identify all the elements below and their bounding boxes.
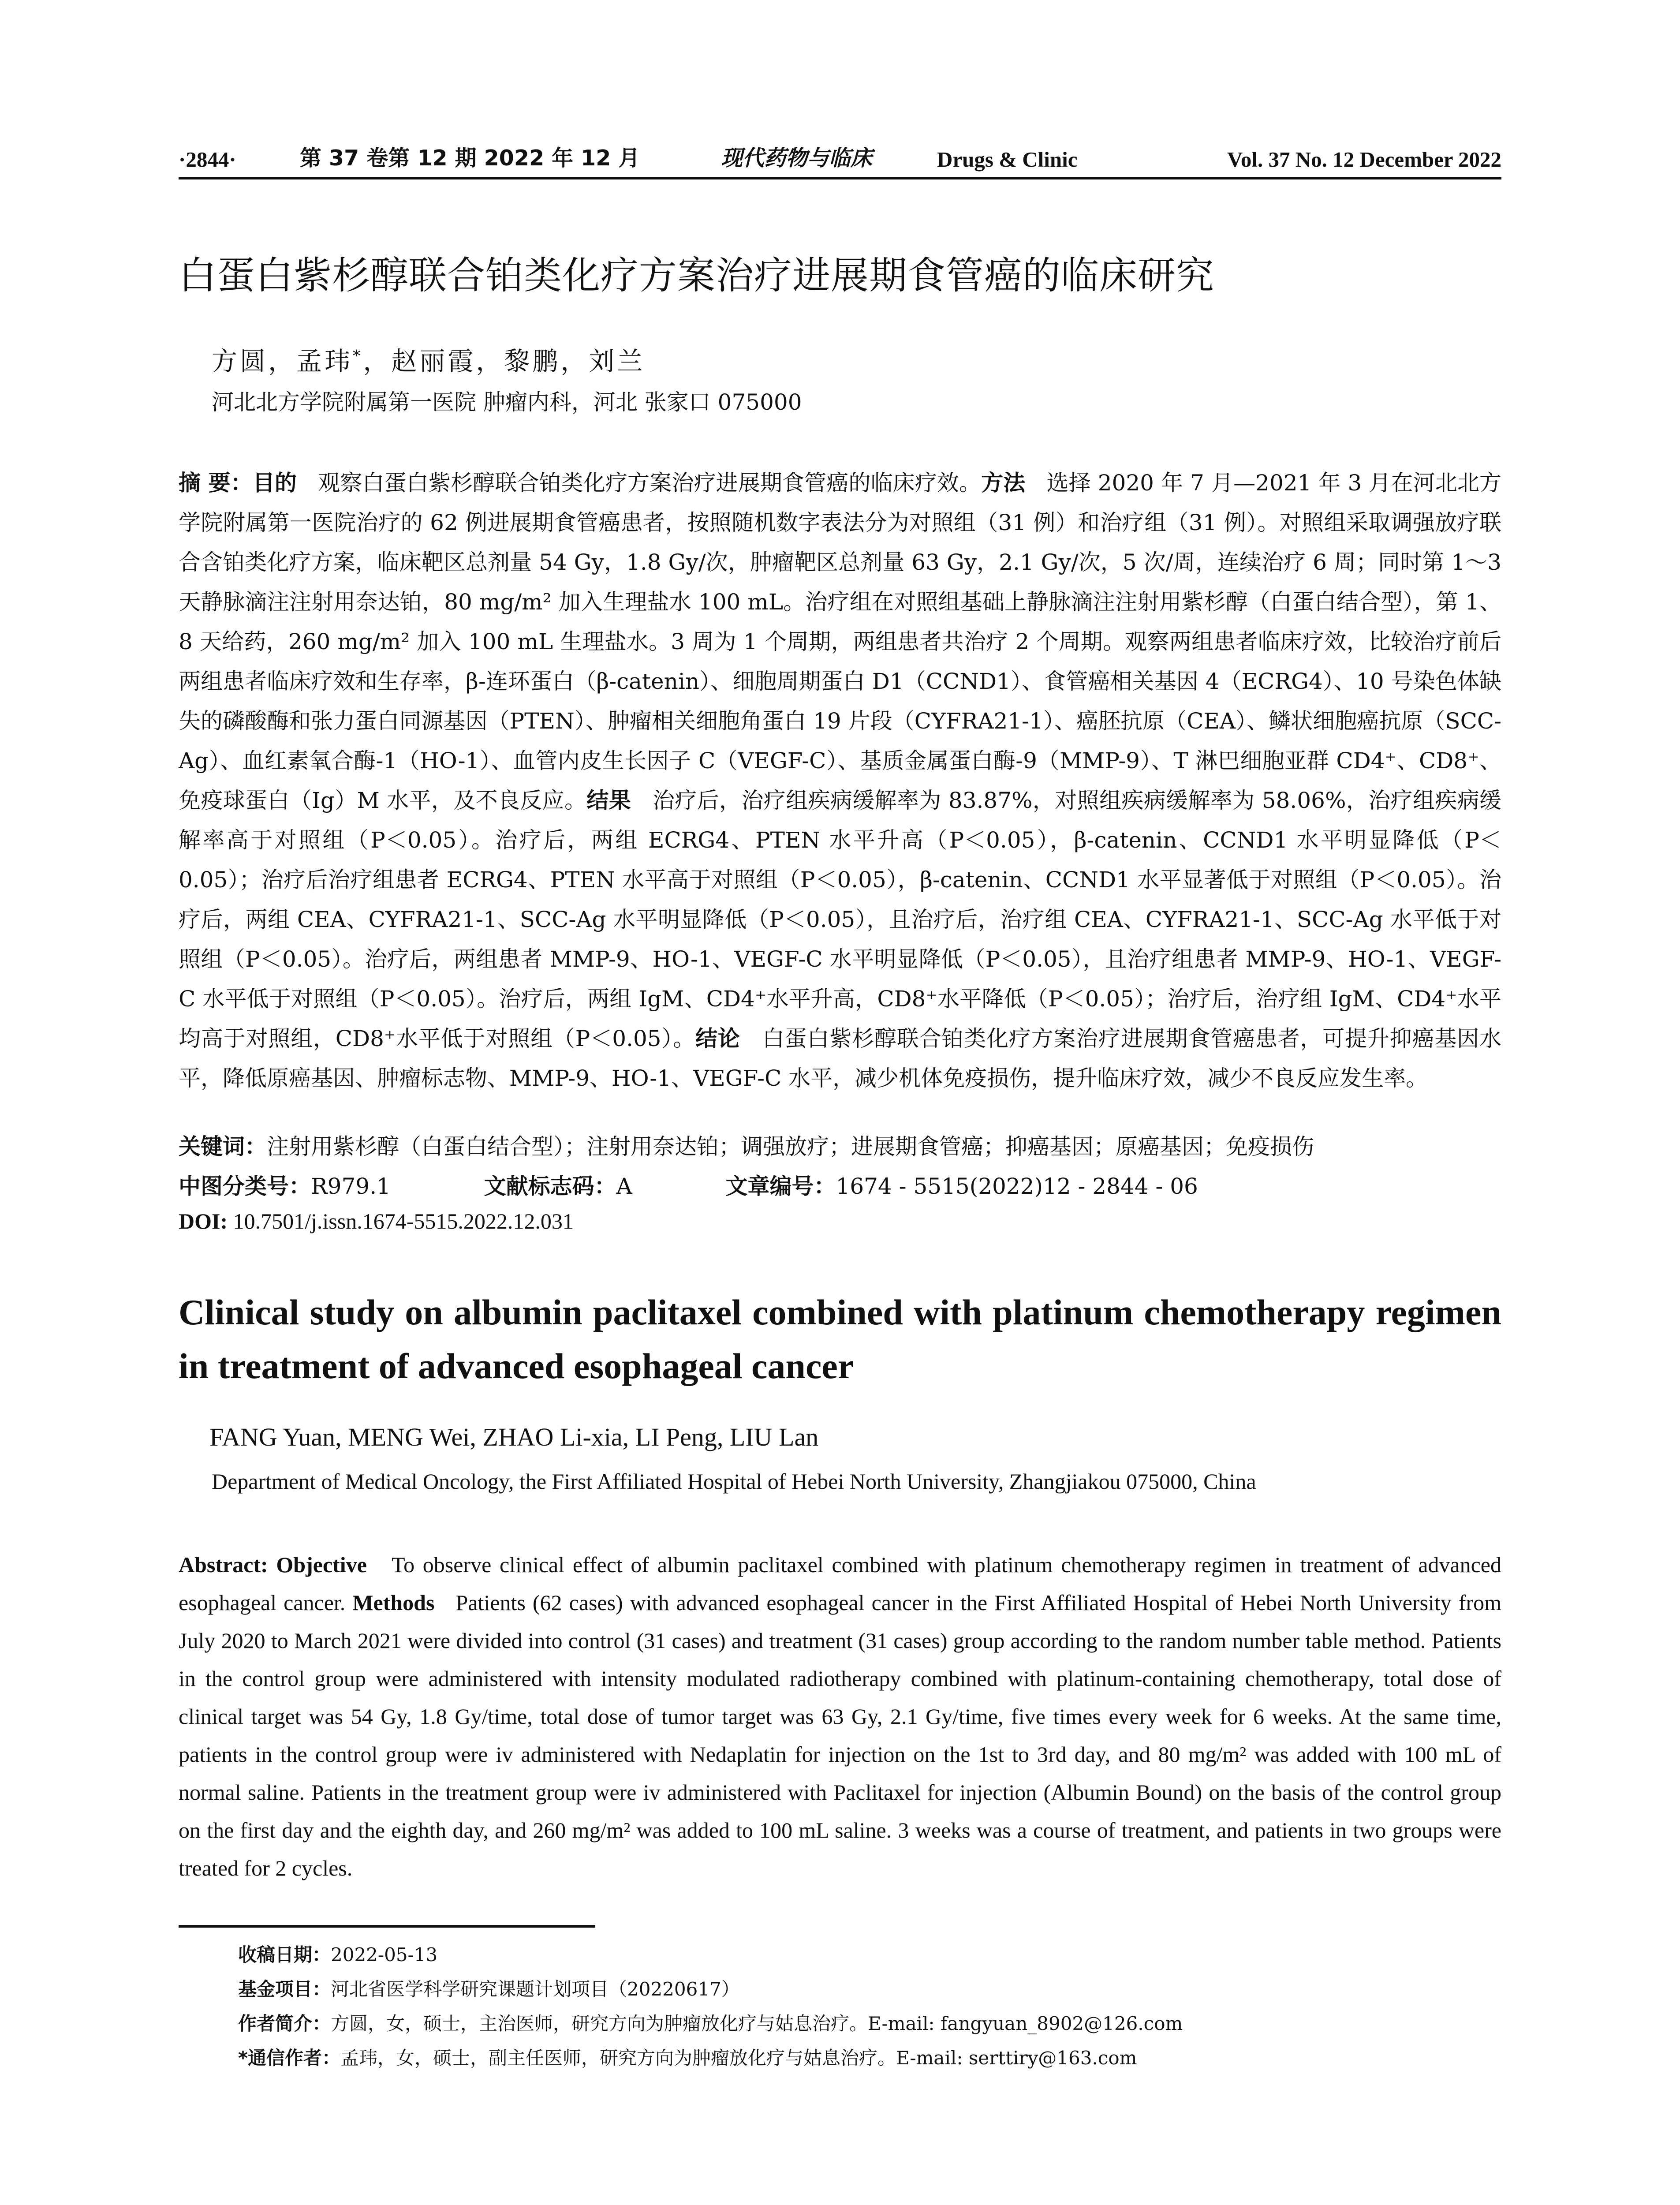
journal-name-en: Drugs & Clinic <box>937 147 1078 172</box>
issue-cn: 第 37 卷第 12 期 2022 年 12 月 <box>300 146 640 171</box>
journal-name-cn: 现代药物与临床 <box>721 146 873 171</box>
article-no-label: 文章编号： <box>725 1174 836 1199</box>
affiliation-cn: 河北北方学院附属第一医院 肿瘤内科，河北 张家口 075000 <box>212 389 802 415</box>
conclusion-label-cn: 结论 <box>695 1026 740 1051</box>
footnote-label: 基金项目： <box>238 1978 331 2000</box>
keywords-cn <box>179 1129 1314 1161</box>
footnote-label: *通信作者： <box>238 2047 340 2069</box>
abstract-en-label: Abstract: Objective <box>179 1552 367 1577</box>
methods-text-cn: 选择 2020 年 7 月—2021 年 3 月在河北北方学院附属第一医院治疗的 62 例进展期食管癌患者，按照随机数字表法分为对照组（31 例）和治疗组（31 例）。对照组采取调强放疗联合含铂类化疗方案，临床靶区总剂量 54 Gy，1.8 Gy/次，肿瘤靶区总剂量 63 Gy，2.1 Gy/次，5 次/周，连续治疗 6 周；同时第 1～3 天静脉滴注注射用奈达铂，80 mg/m² 加入生理盐水 100 mL。治疗组在对照组基础上静脉滴注注射用紫杉醇（白蛋白结合型），第 1、8 天给药，260 mg/m² 加入 100 mL 生理盐水。3 周为 1 个周期，两组患者共治疗 2 个周期。观察两组患者临床疗效，比较治疗前后两组患者临床疗效和生存率，β-连环蛋白（β-catenin）、细胞周期蛋白 D1（CCND1）、食管癌相关基因 4（ECRG4）、10 号染色体缺失的磷酸酶和张力蛋白同源基因（PTEN）、肿瘤相关细胞角蛋白 19 片段（CYFRA21-1）、癌胚抗原（CEA）、鳞状细胞癌抗原（SCC-Ag）、血红素氧合酶-1（HO-1）、血管内皮生长因子 C（VEGF-C）、基质金属蛋白酶-9（MMP-9）、T 淋巴细胞亚群 CD4⁺、CD8⁺、免疫球蛋白（Ig）M 水平，及不良反应。 <box>179 470 1502 813</box>
objective-text-en: To observe clinical effect of albumin paclitaxel combined with platinum chemotherapy regimen in treatment of advanced esophageal cancer. <box>179 1552 1501 1615</box>
abstract-en <box>179 1546 1501 1887</box>
doi-label: DOI: <box>179 1209 228 1233</box>
doi-value: 10.7501/j.issn.1674-5515.2022.12.031 <box>233 1209 574 1233</box>
footnote-text: 2022-05-13 <box>331 1944 438 1966</box>
footnote-funding <box>238 1975 740 2001</box>
methods-label-en: Methods <box>352 1590 435 1615</box>
footnote-text: 方圆，女，硕士，主治医师，研究方向为肿瘤放化疗与姑息治疗。E-mail: fangyuan_8902@126.com <box>331 2013 1183 2034</box>
affiliation-en: Department of Medical Oncology, the First Affiliated Hospital of Hebei North University, Zhangjiakou 075000, China <box>212 1469 1256 1494</box>
footnote-corresponding <box>238 2044 1137 2070</box>
footnote-rule <box>179 1925 595 1928</box>
keywords-text: 注射用紫杉醇（白蛋白结合型）；注射用奈达铂；调强放疗；进展期食管癌；抑癌基因；原癌基因；免疫损伤 <box>267 1134 1314 1159</box>
article-title-en: Clinical study on albumin paclitaxel combined with platinum chemotherapy regimen in treatment of advanced esophageal cancer <box>179 1292 1501 1386</box>
doi-line <box>179 1208 574 1234</box>
article-title-cn: 白蛋白紫杉醇联合铂类化疗方案治疗进展期食管癌的临床研究 <box>179 254 1214 298</box>
authors-cn <box>212 340 645 377</box>
footnote-text: 孟玮，女，硕士，副主任医师，研究方向为肿瘤放化疗与姑息治疗。E-mail: serttiry@163.com <box>340 2047 1137 2069</box>
objective-text-cn: 观察白蛋白紫杉醇联合铂类化疗方案治疗进展期食管癌的临床疗效。 <box>318 470 982 496</box>
page-number: ·2844· <box>179 147 236 172</box>
results-text-cn: 治疗后，治疗组疾病缓解率为 83.87%，对照组疾病缓解率为 58.06%，治疗组疾病缓解率高于对照组（P＜0.05）。治疗后，两组 ECRG4、PTEN 水平升高（P＜0.05），β-catenin、CCND1 水平明显降低（P＜0.05）；治疗后治疗组患者 ECRG4、PTEN 水平高于对照组（P＜0.05），β-catenin、CCND1 水平显著低于对照组（P＜0.05）。治疗后，两组 CEA、CYFRA21-1、SCC-Ag 水平明显降低（P＜0.05），且治疗后，治疗组 CEA、CYFRA21-1、SCC-Ag 水平低于对照组（P＜0.05）。治疗后，两组患者 MMP-9、HO-1、VEGF-C 水平明显降低（P＜0.05），且治疗组患者 MMP-9、HO-1、VEGF-C 水平低于对照组（P＜0.05）。治疗后，两组 IgM、CD4⁺水平升高，CD8⁺水平降低（P＜0.05）；治疗后，治疗组 IgM、CD4⁺水平均高于对照组，CD8⁺水平低于对照组（P＜0.05）。 <box>179 788 1502 1051</box>
running-header <box>179 140 1501 179</box>
article-no-value: 1674 - 5515(2022)12 - 2844 - 06 <box>836 1174 1198 1199</box>
objective-label-cn: 目的 <box>252 470 297 496</box>
doc-code-value: A <box>616 1174 632 1199</box>
conclusion-text-cn: 白蛋白紫杉醇联合铂类化疗方案治疗进展期食管癌患者，可提升抑癌基因水平，降低原癌基因、肿瘤标志物、MMP-9、HO-1、VEGF-C 水平，减少机体免疫损伤，提升临床疗效，减少不良反应发生率。 <box>179 1026 1502 1091</box>
methods-text-en: Patients (62 cases) with advanced esophageal cancer in the First Affiliated Hospital of Hebei North University from July 2020 to March 2021 were divided into control (31 cases) and treatment (31 cases) group according to the random number table method. Patients in the control group were administered with intensity modulated radiotherapy combined with platinum-containing chemotherapy, total dose of clinical target was 54 Gy, 1.8 Gy/time, total dose of tumor target was 63 Gy, 2.1 Gy/time, five times every week for 6 weeks. At the same time, patients in the control group were iv administered with Nedaplatin for injection on the 1st to 3rd day, and 80 mg/m² was added with 100 mL of normal saline. Patients in the treatment group were iv administered with Paclitaxel for injection (Albumin Bound) on the basis of the control group on the first day and the eighth day, and 260 mg/m² was added to 100 mL saline. 3 weeks was a course of treatment, and patients in two groups were treated for 2 cycles. <box>179 1590 1502 1880</box>
footnote-text: 河北省医学科学研究课题计划项目（20220617） <box>331 1978 740 2000</box>
doc-code-label: 文献标志码： <box>484 1174 616 1199</box>
abstract-cn-label: 摘 要： <box>179 470 253 496</box>
authors-en: FANG Yuan, MENG Wei, ZHAO Li-xia, LI Peng, LIU Lan <box>209 1423 819 1451</box>
footnote-label: 作者简介： <box>238 2013 331 2034</box>
abstract-cn <box>179 463 1501 1098</box>
classification-line <box>179 1169 1198 1200</box>
clc-label: 中图分类号： <box>179 1174 311 1199</box>
issue-en: Vol. 37 No. 12 December 2022 <box>1227 147 1501 172</box>
methods-label-cn: 方法 <box>981 470 1026 496</box>
keywords-label: 关键词： <box>179 1134 267 1159</box>
footnote-received <box>238 1940 437 1967</box>
authors-cn-first: 方圆，孟玮 <box>212 346 353 376</box>
corresponding-mark: * <box>353 347 363 365</box>
footnote-label: 收稿日期： <box>238 1944 331 1966</box>
authors-cn-rest: ，赵丽霞，黎鹏，刘兰 <box>363 346 646 376</box>
results-label-cn: 结果 <box>586 788 631 813</box>
clc-value: R979.1 <box>311 1174 391 1199</box>
footnote-author-bio <box>238 2009 1183 2036</box>
